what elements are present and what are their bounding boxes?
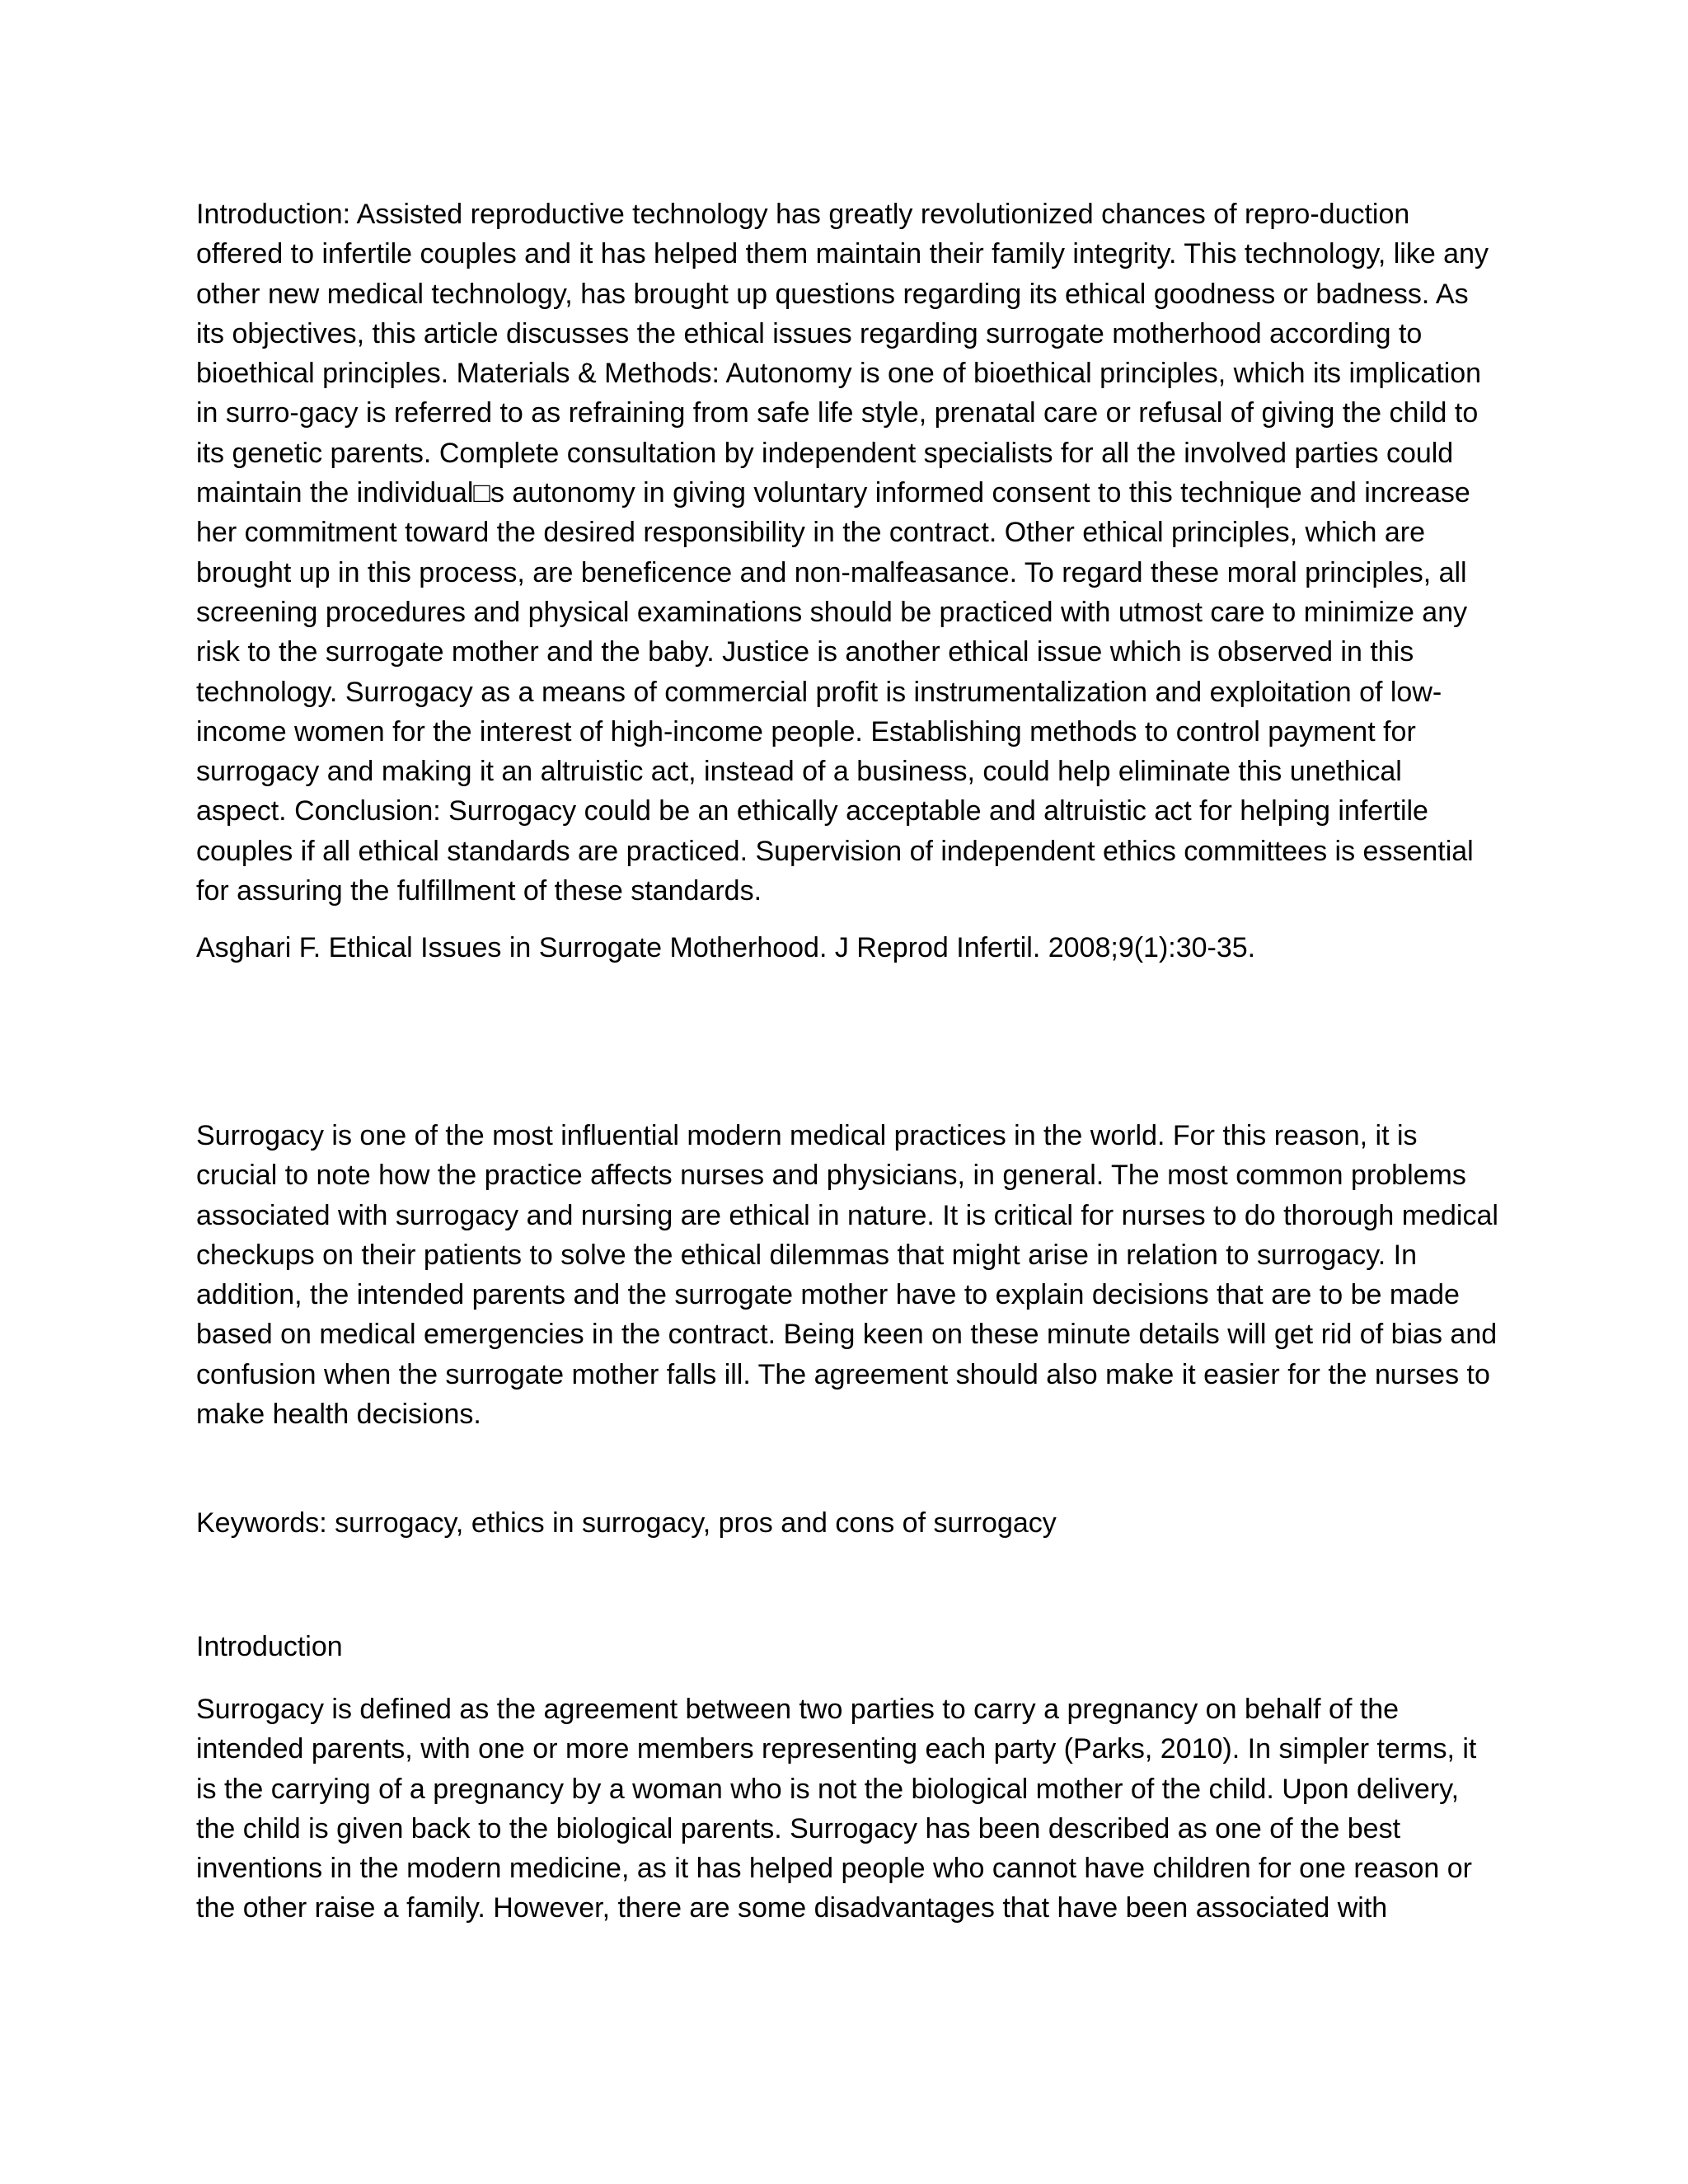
abstract-paragraph: Introduction: Assisted reproductive technology has greatly revolutionized chances of repro-duction offered to infertile couples and it has helped them maintain their family integrity. This technology, like any other new medical technology, has brought up questions regarding its ethical goodness or badness. As its objectives, this article discusses the ethical issues regarding surrogate motherhood according to bioethical principles. Materials & Methods: Autonomy is one of bioethical principles, which its implication in surro-gacy is referred to as refraining from safe life style, prenatal care or refusal of giving the child to its genetic parents. Complete consultation by independent specialists for all the involved parties could maintain the individual□s autonomy in giving voluntary informed consent to this technique and increase her commitment toward the desired responsibility in the contract. Other ethical principles, which are brought up in this process, are beneficence and non-malfeasance. To regard these moral principles, all screening procedures and physical examinations should be practiced with utmost care to minimize any risk to the surrogate mother and the baby. Justice is another ethical issue which is observed in this technology. Surrogacy as a means of commercial profit is instrumentalization and exploitation of low-income women for the interest of high-income people. Establishing methods to control payment for surrogacy and making it an altruistic act, instead of a business, could help eliminate this unethical aspect. Conclusion: Surrogacy could be an ethically acceptable and altruistic act for helping infertile couples if all ethical standards are practiced. Supervision of independent ethics committees is essential for assuring the fulfillment of these standards. xyxy=(196,199,1489,907)
introduction-heading: Introduction xyxy=(196,1631,343,1662)
citation-paragraph: Asghari F. Ethical Issues in Surrogate Motherhood. J Reprod Infertil. 2008;9(1):30-35. xyxy=(196,932,1256,963)
keywords-line: Keywords: surrogacy, ethics in surrogacy, pros and cons of surrogacy xyxy=(196,1507,1057,1539)
summary-paragraph: Surrogacy is one of the most influential modern medical practices in the world. For this reason, it is crucial to note how the practice affects nurses and physicians, in general. The most common problems associated with surrogacy and nursing are ethical in nature. It is critical for nurses to do thorough medical checkups on their patients to solve the ethical dilemmas that might arise in relation to surrogacy. In addition, the intended parents and the surrogate mother have to explain decisions that are to be made based on medical emergencies in the contract. Being keen on these minute details will get rid of bias and confusion when the surrogate mother falls ill. The agreement should also make it easier for the nurses to make health decisions. xyxy=(196,1120,1498,1431)
introduction-paragraph: Surrogacy is defined as the agreement between two parties to carry a pregnancy on behalf of the intended parents, with one or more members representing each party (Parks, 2010). In simpler terms, it is the carrying of a pregnancy by a woman who is not the biological mother of the child. Upon delivery, the child is given back to the biological parents. Surrogacy has been described as one of the best inventions in the modern medicine, as it has helped people who cannot have children for one reason or the other raise a family. However, there are some disadvantages that have been associated with xyxy=(196,1694,1477,1924)
